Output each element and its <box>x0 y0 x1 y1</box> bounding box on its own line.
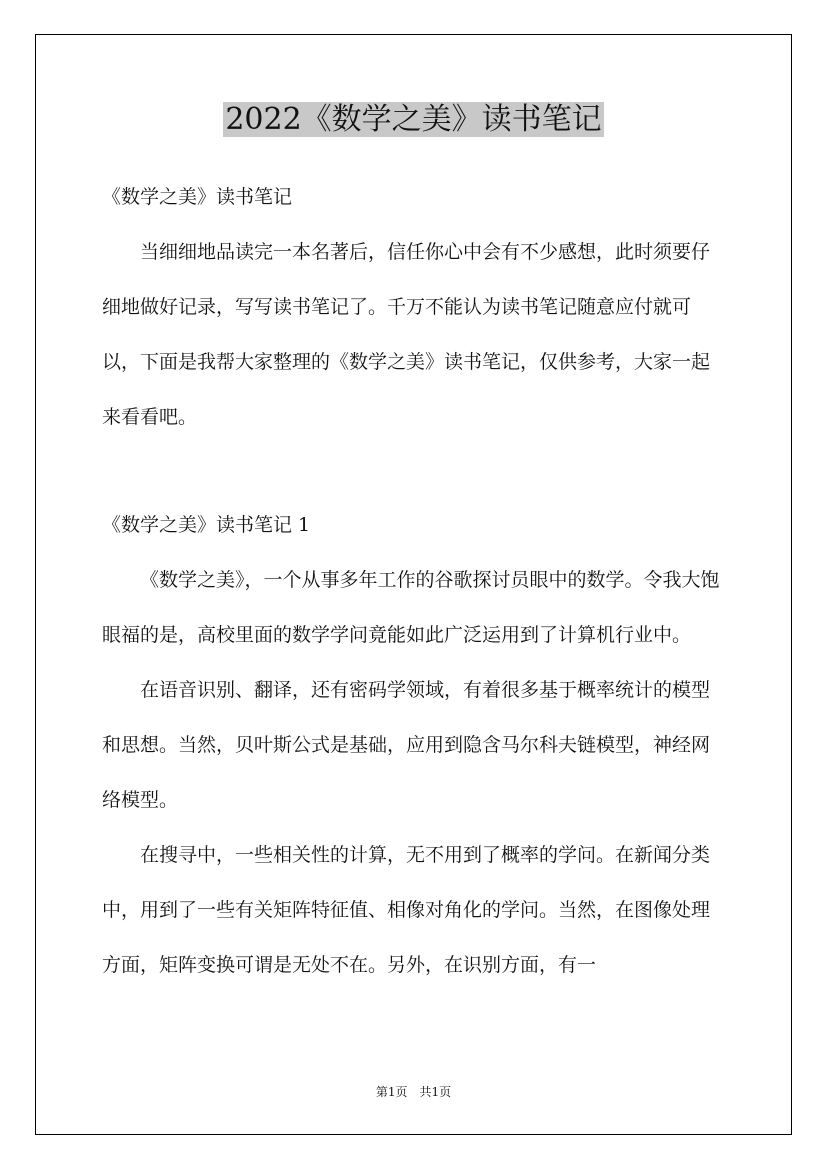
document-title-text: 2022《数学之美》读书笔记 <box>225 102 602 137</box>
page-number-label: 第1页 <box>375 1085 408 1099</box>
paragraph-spacer <box>102 445 724 498</box>
body-paragraph-2: 在语音识别、翻译，还有密码学领域，有着很多基于概率统计的模型和思想。当然，贝叶斯公式是基础，应用到隐含马尔科夫链模型，神经网络模型。 <box>102 679 711 811</box>
section-heading: 《数学之美》读书笔记 1 <box>102 514 311 536</box>
intro-paragraph: 当细细地品读完一本名著后，信任你心中会有不少感想，此时须要仔细地做好记录，写写读书笔记了。千万不能认为读书笔记随意应付就可以，下面是我帮大家整理的《数学之美》读书笔记，仅供参考，大家一起来看看吧。 <box>102 241 711 428</box>
page-footer <box>0 1082 827 1102</box>
document-title <box>0 98 827 142</box>
document-body <box>102 170 724 993</box>
body-paragraph-1: 《数学之美》，一个从事多年工作的谷歌探讨员眼中的数学。令我大饱眼福的是，高校里面的数学学问竟能如此广泛运用到了计算机行业中。 <box>102 569 720 646</box>
document-subtitle: 《数学之美》读书笔记 <box>102 186 293 208</box>
body-paragraph-3: 在搜寻中，一些相关性的计算，无不用到了概率的学问。在新闻分类中，用到了一些有关矩阵特征值、相像对角化的学问。当然，在图像处理方面，矩阵变换可谓是无处不在。另外，在识别方面，有一 <box>102 844 711 976</box>
total-pages-label: 共1页 <box>419 1085 452 1099</box>
